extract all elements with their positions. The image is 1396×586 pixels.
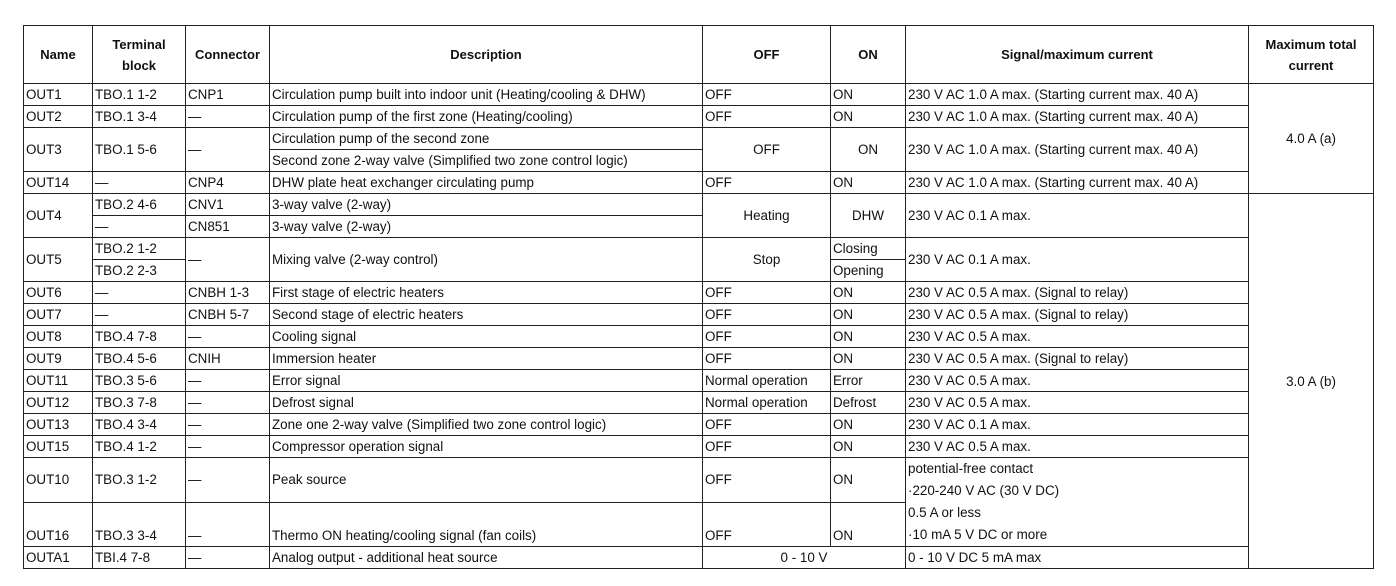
cell-signal: 0 - 10 V DC 5 mA max	[906, 547, 1249, 569]
cell-terminal: TBO.2 1-2	[93, 238, 186, 260]
cell-on: ON	[831, 326, 906, 348]
cell-description: 3-way valve (2-way)	[270, 216, 703, 238]
table-row	[24, 348, 1374, 370]
cell-off-on: 0 - 10 V	[703, 547, 906, 569]
cell-name: OUT2	[24, 106, 93, 128]
cell-description: Analog output - additional heat source	[270, 547, 703, 569]
cell-description: Defrost signal	[270, 392, 703, 414]
header-off: OFF	[703, 26, 831, 84]
cell-terminal: TBO.3 3-4	[93, 502, 186, 547]
cell-connector: —	[186, 326, 270, 348]
table-row	[24, 106, 1374, 128]
cell-name: OUT11	[24, 370, 93, 392]
cell-connector: —	[186, 436, 270, 458]
header-signal: Signal/maximum current	[906, 26, 1249, 84]
cell-name: OUT14	[24, 172, 93, 194]
pf-line-1: potential-free contact	[908, 461, 1034, 476]
table-row	[24, 326, 1374, 348]
header-connector: Connector	[186, 26, 270, 84]
cell-connector: —	[186, 502, 270, 547]
cell-off: Stop	[703, 238, 831, 282]
cell-connector: —	[186, 458, 270, 503]
cell-description: DHW plate heat exchanger circulating pump	[270, 172, 703, 194]
cell-terminal: TBO.1 1-2	[93, 84, 186, 106]
cell-connector: —	[186, 128, 270, 172]
cell-signal: 230 V AC 1.0 A max. (Starting current max. 40 A)	[906, 84, 1249, 106]
cell-connector: —	[186, 106, 270, 128]
cell-off: OFF	[703, 282, 831, 304]
cell-description: Compressor operation signal	[270, 436, 703, 458]
cell-description: Peak source	[270, 458, 703, 503]
cell-connector: —	[186, 547, 270, 569]
cell-on: ON	[831, 282, 906, 304]
cell-connector: —	[186, 370, 270, 392]
cell-signal: 230 V AC 1.0 A max. (Starting current max. 40 A)	[906, 106, 1249, 128]
cell-name: OUT6	[24, 282, 93, 304]
cell-name: OUT13	[24, 414, 93, 436]
cell-terminal: TBO.4 5-6	[93, 348, 186, 370]
cell-terminal: TBO.1 3-4	[93, 106, 186, 128]
cell-terminal: TBI.4 7-8	[93, 547, 186, 569]
cell-connector: —	[186, 414, 270, 436]
cell-off: OFF	[703, 414, 831, 436]
table-row	[24, 84, 1374, 106]
cell-connector: —	[186, 238, 270, 282]
header-row	[24, 26, 1374, 84]
cell-description: Second stage of electric heaters	[270, 304, 703, 326]
cell-off: Normal operation	[703, 370, 831, 392]
header-max-line1: Maximum total	[1265, 36, 1357, 52]
header-max-line2: current	[1288, 57, 1334, 73]
cell-connector: CNIH	[186, 348, 270, 370]
header-on: ON	[831, 26, 906, 84]
table-row	[24, 392, 1374, 414]
cell-signal: 230 V AC 0.1 A max.	[906, 238, 1249, 282]
cell-on: ON	[831, 436, 906, 458]
header-name: Name	[24, 26, 93, 84]
table-row	[24, 304, 1374, 326]
table-row	[24, 282, 1374, 304]
cell-description: Mixing valve (2-way control)	[270, 238, 703, 282]
cell-name: OUT7	[24, 304, 93, 326]
cell-off: Heating	[703, 194, 831, 238]
cell-off: OFF	[703, 458, 831, 503]
cell-on: ON	[831, 106, 906, 128]
cell-off: OFF	[703, 84, 831, 106]
cell-signal: 230 V AC 1.0 A max. (Starting current max. 40 A)	[906, 172, 1249, 194]
cell-off: OFF	[703, 128, 831, 172]
table-row	[24, 238, 1374, 260]
pf-line-4: ·10 mA 5 V DC or more	[908, 527, 1048, 542]
cell-terminal: TBO.3 1-2	[93, 458, 186, 503]
cell-name: OUT5	[24, 238, 93, 282]
cell-signal: 230 V AC 0.5 A max. (Signal to relay)	[906, 304, 1249, 326]
cell-name: OUT15	[24, 436, 93, 458]
cell-off: OFF	[703, 172, 831, 194]
cell-terminal: TBO.1 5-6	[93, 128, 186, 172]
cell-off: OFF	[703, 502, 831, 547]
cell-name: OUT9	[24, 348, 93, 370]
cell-signal: 230 V AC 0.5 A max.	[906, 436, 1249, 458]
cell-description: First stage of electric heaters	[270, 282, 703, 304]
pf-line-2: ·220-240 V AC (30 V DC)	[908, 483, 1060, 498]
cell-description: Thermo ON heating/cooling signal (fan coils)	[270, 502, 703, 547]
cell-on: Closing	[831, 238, 906, 260]
cell-max-total-b: 3.0 A (b)	[1249, 194, 1374, 569]
cell-on: ON	[831, 172, 906, 194]
cell-off: Normal operation	[703, 392, 831, 414]
cell-on: ON	[831, 502, 906, 547]
cell-description: Second zone 2-way valve (Simplified two zone control logic)	[270, 150, 703, 172]
cell-description: Circulation pump built into indoor unit (Heating/cooling & DHW)	[270, 84, 703, 106]
pf-line-3: 0.5 A or less	[908, 505, 981, 520]
cell-off: OFF	[703, 304, 831, 326]
cell-off: OFF	[703, 436, 831, 458]
cell-description: Cooling signal	[270, 326, 703, 348]
cell-connector: CN851	[186, 216, 270, 238]
cell-signal: 230 V AC 0.5 A max.	[906, 392, 1249, 414]
cell-terminal: TBO.3 7-8	[93, 392, 186, 414]
cell-on: Error	[831, 370, 906, 392]
table-row	[24, 547, 1374, 569]
cell-name: OUT3	[24, 128, 93, 172]
header-terminal-line1: Terminal	[112, 36, 166, 52]
cell-connector: CNBH 1-3	[186, 282, 270, 304]
cell-description: Immersion heater	[270, 348, 703, 370]
cell-off: OFF	[703, 106, 831, 128]
cell-terminal: TBO.2 4-6	[93, 194, 186, 216]
cell-signal: 230 V AC 0.5 A max.	[906, 326, 1249, 348]
cell-description: Circulation pump of the second zone	[270, 128, 703, 150]
cell-on: ON	[831, 414, 906, 436]
cell-description: 3-way valve (2-way)	[270, 194, 703, 216]
table-row	[24, 194, 1374, 216]
cell-max-total-a: 4.0 A (a)	[1249, 84, 1374, 194]
output-signal-table	[23, 25, 1374, 569]
cell-off: OFF	[703, 326, 831, 348]
cell-connector: CNV1	[186, 194, 270, 216]
cell-terminal: TBO.2 2-3	[93, 260, 186, 282]
cell-name: OUTA1	[24, 547, 93, 569]
cell-terminal: —	[93, 172, 186, 194]
table-row	[24, 370, 1374, 392]
cell-on: Opening	[831, 260, 906, 282]
header-terminal-block	[93, 26, 186, 84]
cell-description: Zone one 2-way valve (Simplified two zone control logic)	[270, 414, 703, 436]
table-row	[24, 436, 1374, 458]
cell-signal: 230 V AC 0.5 A max. (Signal to relay)	[906, 348, 1249, 370]
cell-name: OUT8	[24, 326, 93, 348]
cell-signal: 230 V AC 0.1 A max.	[906, 194, 1249, 238]
cell-connector: CNBH 5-7	[186, 304, 270, 326]
cell-terminal: —	[93, 282, 186, 304]
cell-terminal: TBO.4 7-8	[93, 326, 186, 348]
cell-name: OUT16	[24, 502, 93, 547]
table-row	[24, 458, 1374, 503]
cell-name: OUT1	[24, 84, 93, 106]
cell-on: ON	[831, 128, 906, 172]
cell-name: OUT10	[24, 458, 93, 503]
cell-terminal: TBO.4 3-4	[93, 414, 186, 436]
table-row	[24, 172, 1374, 194]
cell-name: OUT4	[24, 194, 93, 238]
header-description: Description	[270, 26, 703, 84]
cell-name: OUT12	[24, 392, 93, 414]
cell-on: ON	[831, 304, 906, 326]
cell-on: DHW	[831, 194, 906, 238]
cell-terminal: TBO.3 5-6	[93, 370, 186, 392]
cell-connector: CNP1	[186, 84, 270, 106]
cell-signal: 230 V AC 1.0 A max. (Starting current max. 40 A)	[906, 128, 1249, 172]
cell-on: ON	[831, 84, 906, 106]
cell-signal: 230 V AC 0.5 A max.	[906, 370, 1249, 392]
cell-description: Circulation pump of the first zone (Heating/cooling)	[270, 106, 703, 128]
cell-terminal: —	[93, 216, 186, 238]
cell-on: ON	[831, 348, 906, 370]
cell-on: Defrost	[831, 392, 906, 414]
cell-description: Error signal	[270, 370, 703, 392]
cell-terminal: —	[93, 304, 186, 326]
cell-connector: CNP4	[186, 172, 270, 194]
header-terminal-line2: block	[122, 57, 156, 73]
cell-terminal: TBO.4 1-2	[93, 436, 186, 458]
header-max-total	[1249, 26, 1374, 84]
cell-on: ON	[831, 458, 906, 503]
cell-signal-potential-free	[906, 458, 1249, 547]
cell-off: OFF	[703, 348, 831, 370]
cell-connector: —	[186, 392, 270, 414]
cell-signal: 230 V AC 0.1 A max.	[906, 414, 1249, 436]
table-row	[24, 128, 1374, 150]
cell-signal: 230 V AC 0.5 A max. (Signal to relay)	[906, 282, 1249, 304]
table-row	[24, 414, 1374, 436]
